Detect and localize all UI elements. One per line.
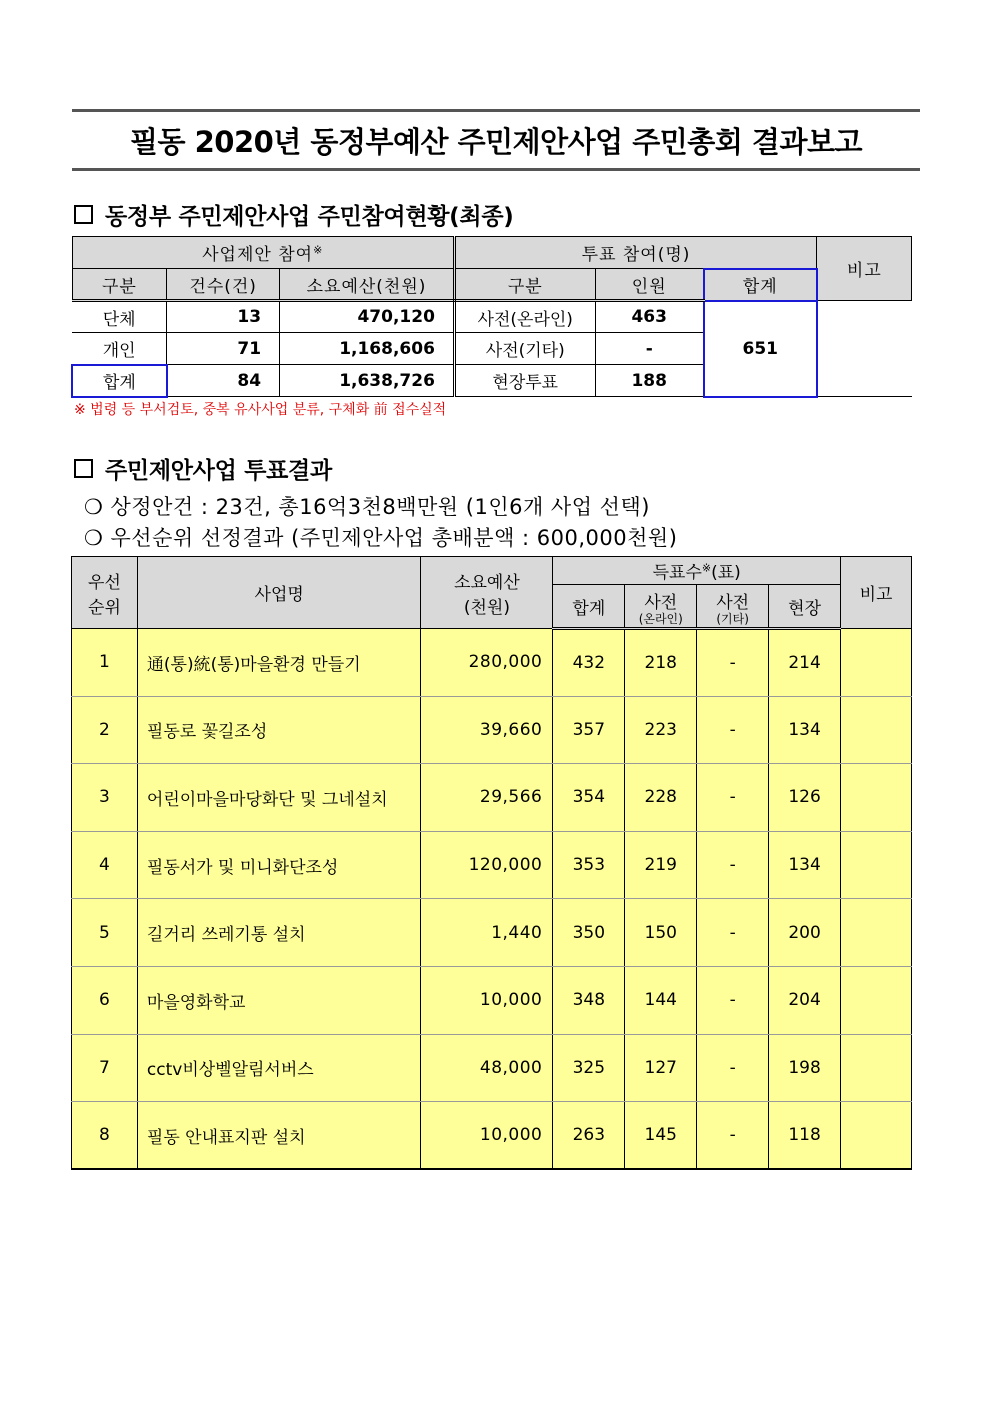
proposal-group-label: 사업제안 참여: [202, 245, 314, 265]
section1-heading-text: 동정부 주민제안사업 주민참여현황(최종): [105, 204, 514, 230]
table-row: [72, 966, 912, 1034]
count-header: 건수(건): [167, 269, 280, 301]
project-name: 길거리 쓰레기통 설치: [137, 899, 421, 967]
onsite-votes-cell: 204: [769, 966, 841, 1034]
square-bullet-icon: [74, 459, 93, 478]
other-votes-cell: -: [697, 899, 769, 967]
project-name: 필동로 꽃길조성: [137, 696, 421, 764]
name-header: 사업명: [137, 557, 421, 629]
rank-header: [72, 557, 138, 629]
remark-cell: [841, 899, 912, 967]
budget-cell: 10,000: [421, 1102, 553, 1170]
project-name: 필동 안내표지판 설치: [137, 1102, 421, 1170]
other-votes-cell: -: [697, 831, 769, 899]
budget-cell: 120,000: [421, 831, 553, 899]
online-votes-cell: 127: [625, 1034, 697, 1102]
priority-summary: ❍ 우선순위 선정결과 (주민제안사업 총배분액 : 600,000천원): [84, 526, 678, 550]
other-votes-cell: -: [697, 629, 769, 697]
rank-cell: 1: [72, 629, 138, 697]
table-row: [72, 1102, 912, 1170]
row-vote-type: 사전(기타): [454, 333, 595, 365]
online-votes-cell: 218: [625, 629, 697, 697]
onsite-votes-cell: 214: [769, 629, 841, 697]
other-votes-cell: -: [697, 764, 769, 832]
online-votes-cell: 223: [625, 696, 697, 764]
row-persons: 188: [595, 365, 704, 397]
section1-heading: [74, 198, 513, 231]
total-votes-cell: 354: [553, 764, 625, 832]
online-votes-cell: 144: [625, 966, 697, 1034]
vote-result-table: [71, 556, 912, 1170]
rank-cell: 7: [72, 1034, 138, 1102]
budget-header: [421, 557, 553, 629]
total-votes-cell: 325: [553, 1034, 625, 1102]
remark-cell: [841, 1102, 912, 1170]
vote-group-header: 투표 참여(명): [454, 237, 816, 269]
budget-header: 소요예산(천원): [280, 269, 455, 301]
title-box: [72, 109, 920, 171]
row-budget: 1,168,606: [280, 333, 455, 365]
row-count: 71: [167, 333, 280, 365]
budget-header-line2: (천원): [463, 597, 510, 618]
onsite-votes-header: 현장: [769, 585, 841, 629]
other-votes-cell: -: [697, 1034, 769, 1102]
budget-cell: 39,660: [421, 696, 553, 764]
row-budget: 1,638,726: [280, 365, 455, 397]
proposal-group-header: [72, 237, 454, 269]
table-row: [72, 764, 912, 832]
table-row: [72, 301, 912, 333]
votes-unit: (표): [711, 563, 741, 583]
votes-header: [553, 557, 841, 585]
remark-cell: [841, 966, 912, 1034]
remark-cell: [841, 629, 912, 697]
online-header-line1: 사전: [644, 592, 678, 613]
vote-total: 651: [704, 301, 817, 397]
square-bullet-icon: [74, 205, 93, 224]
row-count: 84: [167, 365, 280, 397]
other-votes-header: [697, 585, 769, 629]
agenda-summary: ❍ 상정안건 : 23건, 총16억3천8백만원 (1인6개 사업 선택): [84, 495, 650, 519]
online-votes-header: [625, 585, 697, 629]
budget-cell: 280,000: [421, 629, 553, 697]
online-votes-cell: 150: [625, 899, 697, 967]
budget-cell: 1,440: [421, 899, 553, 967]
remark-cell: [841, 1034, 912, 1102]
section2-heading-text: 주민제안사업 투표결과: [105, 458, 332, 484]
table-row: [72, 696, 912, 764]
table-row: [72, 1034, 912, 1102]
type-header: 구분: [72, 269, 167, 301]
proposal-mark: ※: [313, 243, 324, 257]
project-name: 어린이마을마당화단 및 그네설치: [137, 764, 421, 832]
table-row: [72, 831, 912, 899]
vote-type-header: 구분: [454, 269, 595, 301]
table-row: [72, 629, 912, 697]
row-budget: 470,120: [280, 301, 455, 333]
row-vote-type: 현장투표: [454, 365, 595, 397]
online-header-line2: (온라인): [638, 611, 683, 626]
total-votes-cell: 348: [553, 966, 625, 1034]
row-vote-type: 사전(온라인): [454, 301, 595, 333]
online-votes-cell: 145: [625, 1102, 697, 1170]
remark-cell: [841, 764, 912, 832]
remark-cell: [817, 301, 912, 397]
online-votes-cell: 228: [625, 764, 697, 832]
rank-header-line2: 순위: [88, 597, 121, 618]
rank-header-line1: 우선: [88, 572, 121, 593]
remark-cell: [841, 696, 912, 764]
other-votes-cell: -: [697, 966, 769, 1034]
page-title: 필동 2020년 동정부예산 주민제안사업 주민총회 결과보고: [129, 124, 862, 159]
project-name: 필동서가 및 미니화단조성: [137, 831, 421, 899]
votes-header-label: 득표수: [652, 563, 702, 583]
onsite-votes-cell: 134: [769, 696, 841, 764]
total-votes-cell: 353: [553, 831, 625, 899]
project-name: 通(통)統(통)마을환경 만들기: [137, 629, 421, 697]
total-votes-cell: 357: [553, 696, 625, 764]
section2-heading: [74, 452, 332, 485]
onsite-votes-cell: 126: [769, 764, 841, 832]
votes-mark: ※: [701, 561, 712, 575]
footnote: ※ 법령 등 부서검토, 중복 유사사업 분류, 구체화 前 접수실적: [74, 402, 447, 418]
total-votes-cell: 432: [553, 629, 625, 697]
onsite-votes-cell: 134: [769, 831, 841, 899]
participation-table: [71, 236, 912, 398]
other-header-line1: 사전: [716, 592, 750, 613]
persons-header: 인원: [595, 269, 704, 301]
table-row: [72, 899, 912, 967]
onsite-votes-cell: 118: [769, 1102, 841, 1170]
onsite-votes-cell: 200: [769, 899, 841, 967]
budget-cell: 48,000: [421, 1034, 553, 1102]
remark-header: 비고: [841, 557, 912, 629]
row-type: 단체: [72, 301, 167, 333]
online-votes-cell: 219: [625, 831, 697, 899]
rank-cell: 2: [72, 696, 138, 764]
row-count: 13: [167, 301, 280, 333]
rank-cell: 8: [72, 1102, 138, 1170]
row-persons: -: [595, 333, 704, 365]
total-header: 합계: [704, 269, 817, 301]
other-votes-cell: -: [697, 696, 769, 764]
rank-cell: 3: [72, 764, 138, 832]
rank-cell: 5: [72, 899, 138, 967]
other-votes-cell: -: [697, 1102, 769, 1170]
row-type: 개인: [72, 333, 167, 365]
row-persons: 463: [595, 301, 704, 333]
budget-cell: 10,000: [421, 966, 553, 1034]
total-votes-header: 합계: [553, 585, 625, 629]
budget-header-line1: 소요예산: [454, 572, 520, 593]
rank-cell: 6: [72, 966, 138, 1034]
rank-cell: 4: [72, 831, 138, 899]
row-type: 합계: [72, 365, 167, 397]
total-votes-cell: 350: [553, 899, 625, 967]
remark-header: 비고: [817, 237, 912, 301]
remark-cell: [841, 831, 912, 899]
total-votes-cell: 263: [553, 1102, 625, 1170]
other-header-line2: (기타): [716, 611, 749, 626]
budget-cell: 29,566: [421, 764, 553, 832]
project-name: cctv비상벨알림서버스: [137, 1034, 421, 1102]
project-name: 마을영화학교: [137, 966, 421, 1034]
onsite-votes-cell: 198: [769, 1034, 841, 1102]
